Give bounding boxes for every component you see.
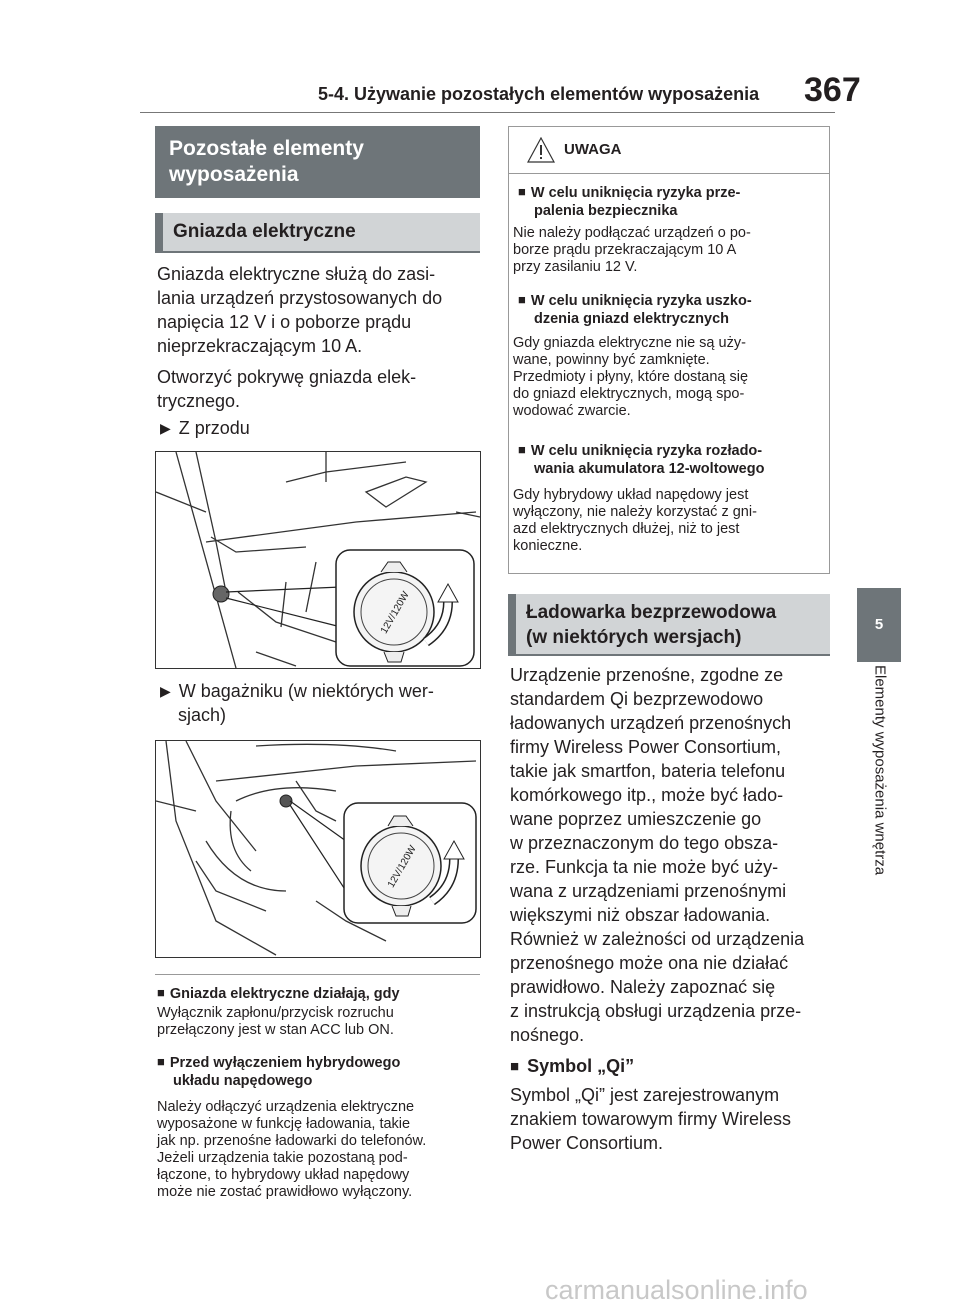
text-line: Przedmioty i płyny, które dostaną się xyxy=(513,369,749,385)
text-line: standardem Qi bezprzewodowo xyxy=(510,689,764,709)
text-line: takie jak smartfon, bateria telefonu xyxy=(510,761,786,781)
text-line: Urządzenie przenośne, zgodne ze xyxy=(510,665,784,685)
open-cover-paragraph xyxy=(157,365,416,413)
text-line: może nie zostać prawidłowo wyłączony. xyxy=(157,1184,413,1200)
front-socket-figure xyxy=(155,451,481,669)
text-line: Należy odłączyć urządzenia elektryczne xyxy=(157,1099,415,1115)
note2-title-line1: Przed wyłączeniem hybrydowego xyxy=(169,1055,401,1071)
text-line: ładowanych urządzeń przenośnych xyxy=(510,713,792,733)
text-line: nieprzekraczającym 10 A. xyxy=(157,336,363,356)
warning-item1-title-line1: W celu uniknięcia ryzyka prze- xyxy=(530,185,741,201)
text-line: nośnego. xyxy=(510,1025,585,1045)
text-line: prawidłowo. Należy zapoznać się xyxy=(510,977,776,997)
text-line: Wyłącznik zapłonu/przycisk rozruchu xyxy=(157,1005,394,1021)
warning-label: UWAGA xyxy=(564,141,622,158)
warning-item2-body xyxy=(513,335,748,420)
trunk-label xyxy=(160,679,434,727)
note1-body xyxy=(157,1005,394,1039)
text-line: Gdy gniazda elektryczne nie są uży- xyxy=(513,335,746,351)
text-line: wane, powinny być zamknięte. xyxy=(513,352,710,368)
note1-title xyxy=(157,984,400,1003)
symbol-title-text: Symbol „Qi” xyxy=(527,1056,635,1076)
chapter-title: Elementy wyposażenia wnętrza xyxy=(871,665,889,876)
header-divider xyxy=(140,112,835,113)
text-line: wodować zwarcie. xyxy=(513,403,631,419)
warning-triangle-icon xyxy=(527,137,555,163)
note2-title-line2: układu napędowego xyxy=(173,1073,313,1089)
watermark: carmanualsonline.info xyxy=(545,1275,808,1305)
text-line: rze. Funkcja ta nie może być uży- xyxy=(510,857,779,877)
text-line: łączone, to hybrydowy układ napędowy xyxy=(157,1167,410,1183)
text-line: Symbol „Qi” jest zarejestrowanym xyxy=(510,1085,780,1105)
text-line: Nie należy podłączać urządzeń o po- xyxy=(513,225,751,241)
wireless-heading-text xyxy=(526,600,776,650)
text-line: w przeznaczonym do tego obsza- xyxy=(510,833,779,853)
text-line: wane poprzez umieszczenie go xyxy=(510,809,762,829)
warning-item3-body xyxy=(513,487,757,555)
text-line: borze prądu przekraczającym 10 A xyxy=(513,242,737,258)
text-line: Gniazda elektryczne służą do zasi- xyxy=(157,264,436,284)
wireless-heading-line1: Ładowarka bezprzewodowa xyxy=(526,602,777,623)
sub-heading-text: Gniazda elektryczne xyxy=(173,221,356,242)
notes-divider xyxy=(155,974,480,975)
text-line: Gdy hybrydowy układ napędowy jest xyxy=(513,487,749,503)
cap-label: 12V/120W xyxy=(378,589,412,636)
note1-title-text: Gniazda elektryczne działają, gdy xyxy=(169,986,400,1002)
text-line: Otworzyć pokrywę gniazda elek- xyxy=(157,367,417,387)
square-bullet-icon: ■ xyxy=(157,1054,165,1069)
warning-header xyxy=(509,127,829,174)
text-line: azd elektrycznych dłużej, niż to jest xyxy=(513,521,740,537)
cap-label: 12V/120W xyxy=(385,843,419,890)
wireless-heading xyxy=(508,594,830,656)
warning-item1-body xyxy=(513,225,751,276)
warning-item2-title xyxy=(518,291,752,328)
wireless-heading-line2: (w niektórych wersjach) xyxy=(526,627,742,648)
note2-title xyxy=(157,1053,400,1090)
symbol-title xyxy=(510,1054,634,1079)
text-line: do gniazd elektrycznych, mogą spo- xyxy=(513,386,745,402)
text-line: wyposażone w funkcję ładowania, takie xyxy=(157,1116,411,1132)
text-line: komórkowego itp., może być łado- xyxy=(510,785,784,805)
text-line: przełączony jest w stan ACC lub ON. xyxy=(157,1022,394,1038)
triangle-bullet-icon: ▶ xyxy=(160,683,171,699)
text-line: wana z urządzeniami przenośnymi xyxy=(510,881,787,901)
text-line: przenośnego może ona nie działać xyxy=(510,953,789,973)
main-heading xyxy=(155,126,480,198)
triangle-bullet-icon: ▶ xyxy=(160,420,171,436)
note2-body xyxy=(157,1099,426,1201)
main-heading-line1: Pozostałe elementy xyxy=(169,137,364,160)
text-line: konieczne. xyxy=(513,538,583,554)
trunk-socket-figure xyxy=(155,740,481,958)
text-line: Również w zależności od urządzenia xyxy=(510,929,805,949)
warning-box xyxy=(508,126,830,574)
chapter-tab[interactable]: 5 xyxy=(857,588,901,662)
warning-item3-title xyxy=(518,441,764,478)
square-bullet-icon: ■ xyxy=(510,1058,520,1075)
text-line: lania urządzeń przystosowanych do xyxy=(157,288,443,308)
page-number: 367 xyxy=(804,71,861,109)
front-label xyxy=(160,416,250,440)
square-bullet-icon: ■ xyxy=(518,442,526,457)
warning-item2-title-line2: dzenia gniazd elektrycznych xyxy=(534,311,730,327)
text-line: jak np. przenośne ładowarki do telefonów. xyxy=(157,1133,427,1149)
front-label-text: Z przodu xyxy=(178,418,250,438)
square-bullet-icon: ■ xyxy=(518,184,526,199)
trunk-label-line2: sjach) xyxy=(178,705,227,725)
trunk-label-line1: W bagażniku (w niektórych wer- xyxy=(178,681,434,701)
warning-item1-title xyxy=(518,183,740,220)
text-line: wyłączony, nie należy korzystać z gni- xyxy=(513,504,757,520)
square-bullet-icon: ■ xyxy=(157,985,165,1000)
text-line: trycznego. xyxy=(157,391,241,411)
text-line: firmy Wireless Power Consortium, xyxy=(510,737,782,757)
text-line: z instrukcją obsługi urządzenia prze- xyxy=(510,1001,802,1021)
warning-item3-title-line1: W celu uniknięcia ryzyka rozłado- xyxy=(530,443,763,459)
sub-heading xyxy=(155,213,480,253)
text-line: Power Consortium. xyxy=(510,1133,664,1153)
section-title: 5-4. Używanie pozostałych elementów wyposażenia xyxy=(318,84,760,104)
text-line: przy zasilaniu 12 V. xyxy=(513,259,638,275)
wireless-body xyxy=(510,663,804,1047)
text-line: Jeżeli urządzenia takie pozostaną pod- xyxy=(157,1150,408,1166)
warning-item1-title-line2: palenia bezpiecznika xyxy=(534,203,678,219)
warning-item3-title-line2: wania akumulatora 12-woltowego xyxy=(534,461,765,477)
warning-item2-title-line1: W celu uniknięcia ryzyka uszko- xyxy=(530,293,752,309)
square-bullet-icon: ■ xyxy=(518,292,526,307)
symbol-body xyxy=(510,1083,791,1155)
text-line: napięcia 12 V i o poborze prądu xyxy=(157,312,412,332)
main-heading-line2: wyposażenia xyxy=(169,163,299,186)
intro-paragraph xyxy=(157,262,442,358)
text-line: większymi niż obszar ładowania. xyxy=(510,905,771,925)
text-line: znakiem towarowym firmy Wireless xyxy=(510,1109,792,1129)
